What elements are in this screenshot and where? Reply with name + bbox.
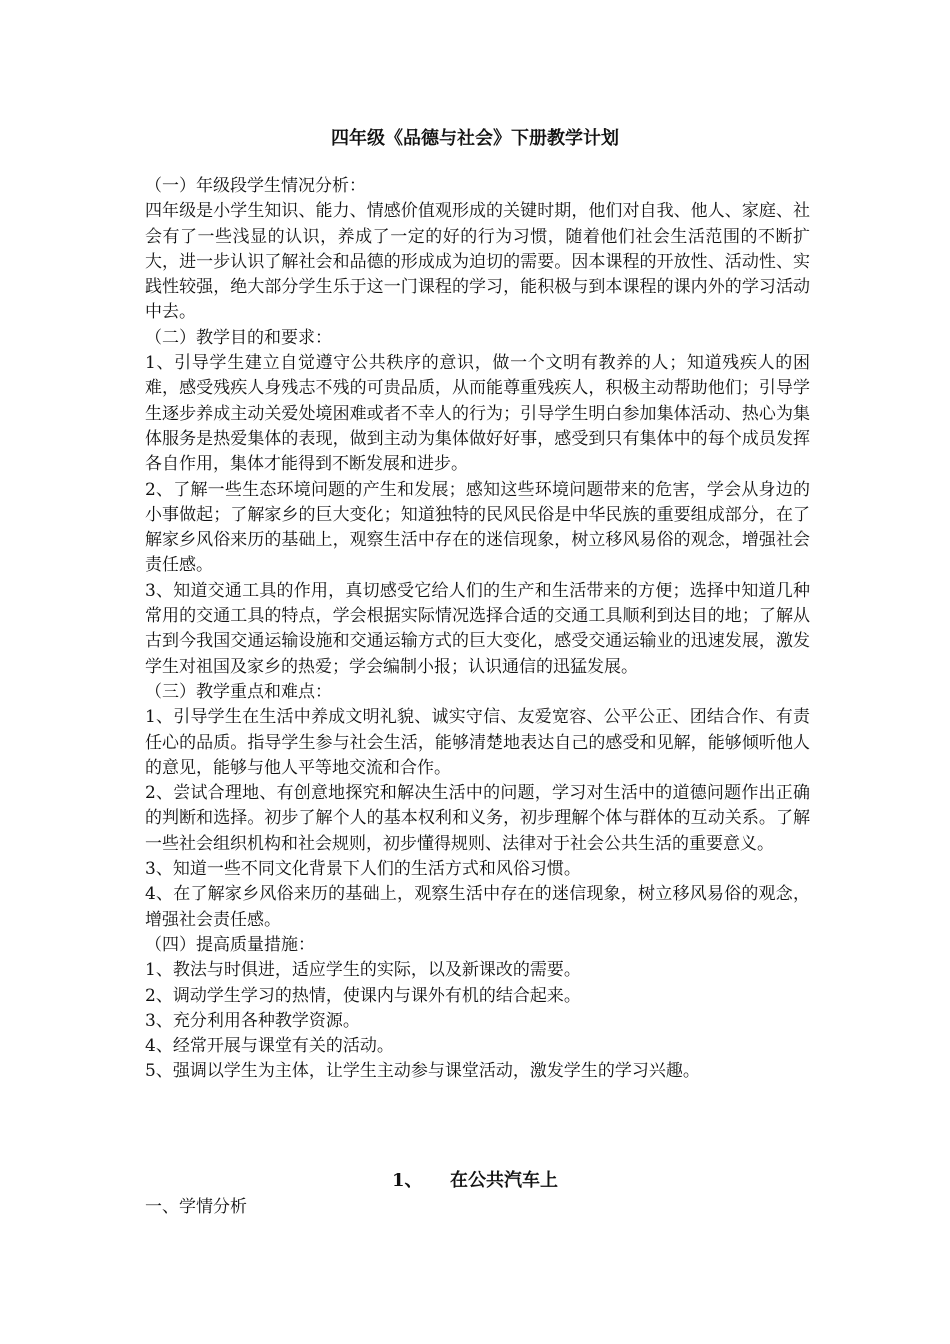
list-item: 2、调动学生学习的热情，使课内与课外有机的结合起来。 [145,985,581,1006]
list-item: 3、充分利用各种教学资源。 [145,1010,360,1031]
section-heading-4: （四）提高质量措施： [145,934,315,955]
document-body [145,174,810,1085]
list-item: 4、经常开展与课堂有关的活动。 [145,1036,394,1057]
paragraph: 四年级是小学生知识、能力、情感价值观形成的关键时期，他们对自我、他人、家庭、社会有了一些浅显的认识，养成了一定的好的行为习惯，随着他们社会生活范围的不断扩大，进一步认识了解社会和品德的形成成为迫切的需要。因本课程的开放性、活动性、实践性较强，绝大部分学生乐于这一门课程的学习，能积极与到本课程的课内外的学习活动中去。 [145,201,810,323]
paragraph: 2、尝试合理地、有创意地探究和解决生活中的问题，学习对生活中的道德问题作出正确的判断和选择。初步了解个人的基本权利和义务，初步理解个体与群体的互动关系。了解一些社会组织机构和社会规则，初步懂得规则、法律对于社会公共生活的重要意义。 [145,783,810,854]
section-heading-2: （二）教学目的和要求： [145,327,332,348]
paragraph: 1、引导学生建立自觉遵守公共秩序的意识，做一个文明有教养的人；知道残疾人的困难，感受残疾人身残志不残的可贵品质，从而能尊重残疾人，积极主动帮助他们；引导学生逐步养成主动关爱处境困难或者不幸人的行为；引导学生明白参加集体活动、热心为集体服务是热爱集体的表现，做到主动为集体做好好事，感受到只有集体中的每个成员发挥各自作用，集体才能得到不断发展和进步。 [145,353,810,475]
paragraph: 4、在了解家乡风俗来历的基础上，观察生活中存在的迷信现象，树立移风易俗的观念，增强社会责任感。 [145,884,810,930]
lesson-title: 在公共汽车上 [450,1170,558,1191]
lesson-number: 1、 [392,1170,423,1191]
document-title: 四年级《品德与社会》下册教学计划 [331,128,619,149]
paragraph: 3、知道交通工具的作用，真切感受它给人们的生产和生活带来的方便；选择中知道几种常用的交通工具的特点，学会根据实际情况选择合适的交通工具顺利到达目的地；了解从古到今我国交通运输设施和交通运输方式的巨大变化，感受交通运输业的迅速发展，激发学生对祖国及家乡的热爱；学会编制小报；认识通信的迅猛发展。 [145,580,810,677]
list-item: 1、教法与时俱进，适应学生的实际，以及新课改的需要。 [145,960,581,981]
paragraph: 3、知道一些不同文化背景下人们的生活方式和风俗习惯。 [145,859,581,880]
section-heading-3: （三）教学重点和难点： [145,681,332,702]
list-item: 5、强调以学生为主体，让学生主动参与课堂活动，激发学生的学习兴趣。 [145,1061,700,1082]
paragraph: 1、引导学生在生活中养成文明礼貌、诚实守信、友爱宽容、公平公正、团结合作、有责任心的品质。指导学生参与社会生活，能够清楚地表达自己的感受和见解，能够倾听他人的意见，能够与他人平等地交流和合作。 [145,707,810,778]
lesson-heading [0,1168,950,1194]
lesson-subheading: 一、学情分析 [145,1197,247,1217]
paragraph: 2、了解一些生态环境问题的产生和发展；感知这些环境问题带来的危害，学会从身边的小事做起；了解家乡的巨大变化；知道独特的民风民俗是中华民族的重要组成部分，在了解家乡风俗来历的基础上，观察生活中存在的迷信现象，树立移风易俗的观念，增强社会责任感。 [145,479,810,576]
section-heading-1: （一）年级段学生情况分析： [145,176,366,196]
